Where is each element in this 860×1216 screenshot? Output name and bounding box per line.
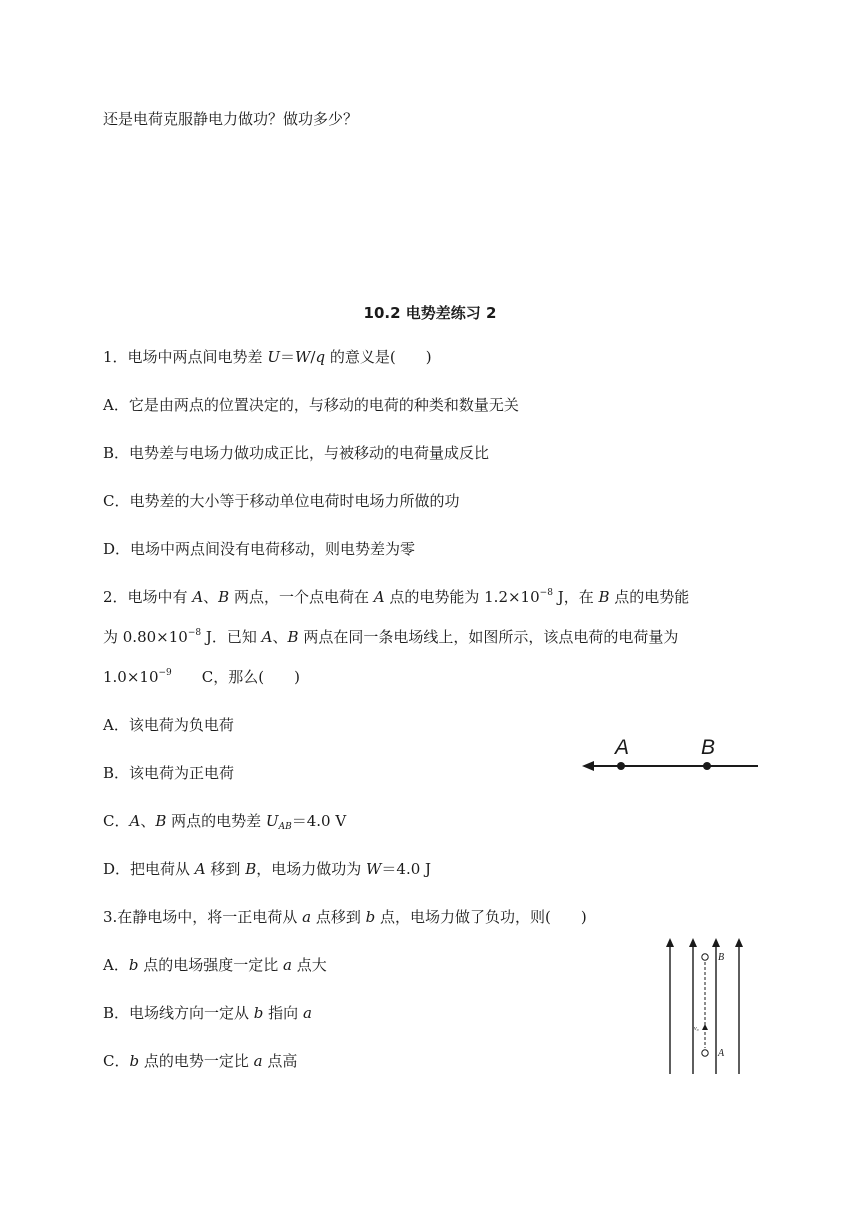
- point-a-label: A: [615, 736, 630, 759]
- q2-option-c: C．A、B 两点的电势差 $U_{AB}=4.0$ V: [103, 812, 347, 832]
- arrow-up-icon: [712, 938, 720, 947]
- intro-tail: 还是电荷克服静电力做功？做功多少？: [103, 110, 359, 128]
- point-b-label: B: [718, 952, 725, 963]
- q2-option-a: A．该电荷为负电荷: [103, 716, 234, 734]
- q2-option-d: D．把电荷从 A 移到 B，电场力做功为 W＝4.0 J: [103, 860, 432, 878]
- arrow-left-icon: [582, 761, 594, 771]
- arrow-up-icon: [666, 938, 674, 947]
- q1-option-d: D．电场中两点间没有电荷移动，则电势差为零: [103, 540, 416, 558]
- q2-line-2: 为 $0.80\times 10^{-8}$ J．已知 A、B 两点在同一条电场线上，如图所示，该点电荷的电荷量为: [103, 628, 679, 646]
- q3-option-c: C．b 点的电势一定比 a 点高: [103, 1052, 298, 1070]
- q3-option-a: A．b 点的电场强度一定比 a 点大: [103, 956, 327, 974]
- q3-stem: 3.在静电场中，将一正电荷从 a 点移到 b 点，电场力做了负功，则( ): [103, 908, 587, 926]
- velocity-arrow-icon: [702, 1024, 708, 1030]
- arrow-up-icon: [735, 938, 743, 947]
- point-a-label: A: [718, 1048, 725, 1059]
- arrow-up-icon: [689, 938, 697, 947]
- q3-field-figure: [660, 936, 750, 1078]
- q3-option-b: B．电场线方向一定从 b 指向 a: [103, 1004, 312, 1022]
- velocity-label: v₀: [694, 1026, 699, 1032]
- q2-line-1: 2．电场中有 A、B 两点，一个点电荷在 A 点的电势能为 $1.2\times 10^{-8}$ J，在 B 点的电势能: [103, 588, 690, 606]
- q1-stem: 1．电场中两点间电势差 U＝W/q 的意义是( ): [103, 348, 432, 366]
- point-a-circle: [702, 1050, 708, 1056]
- point-b-dot: [703, 762, 711, 770]
- page-title: 10.2 电势差练习 2: [363, 304, 497, 322]
- q2-line-3: $1.0\times 10^{-9}$ C，那么( ): [103, 668, 300, 686]
- q1-option-b: B．电势差与电场力做功成正比，与被移动的电荷量成反比: [103, 444, 490, 462]
- q1-option-c: C．电势差的大小等于移动单位电荷时电场力所做的功: [103, 492, 460, 510]
- q1-option-a: A．它是由两点的位置决定的，与移动的电荷的种类和数量无关: [103, 396, 519, 414]
- point-b-circle: [702, 954, 708, 960]
- point-b-label: B: [701, 736, 716, 759]
- q2-option-b: B．该电荷为正电荷: [103, 764, 235, 782]
- point-a-dot: [617, 762, 625, 770]
- q2-field-line-figure: [580, 732, 762, 778]
